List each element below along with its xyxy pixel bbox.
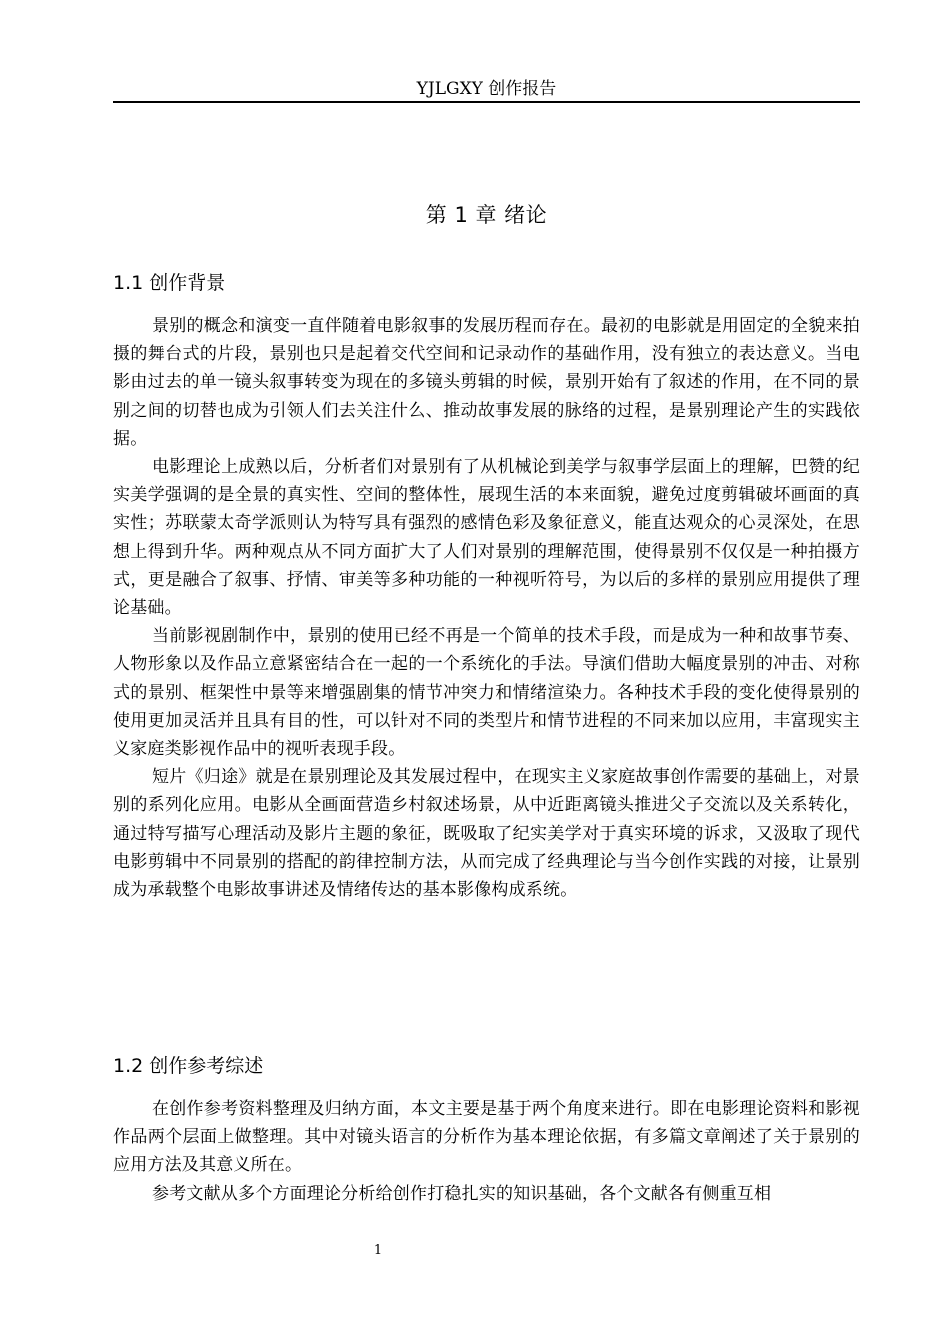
section-body-1-2 — [113, 1095, 860, 1208]
running-header: YJLGXY 创作报告 — [416, 79, 557, 99]
header-rule — [113, 101, 860, 103]
paragraph: 当前影视剧制作中，景别的使用已经不再是一个简单的技术手段，而是成为一种和故事节奏、人物形象以及作品立意紧密结合在一起的一个系统化的手法。导演们借助大幅度景别的冲击、对称式的景别、框架性中景等来增强剧集的情节冲突力和情绪渲染力。各种技术手段的变化使得景别的使用更加灵活并且具有目的性，可以针对不同的类型片和情节进程的不同来加以应用，丰富现实主义家庭类影视作品中的视听表现手段。 — [113, 626, 860, 760]
paragraph: 参考文献从多个方面理论分析给创作打稳扎实的知识基础，各个文献各有侧重互相 — [152, 1183, 772, 1204]
section-heading-1-2: 1.2 创作参考综述 — [113, 1055, 264, 1077]
chapter-title: 第 1 章 绪论 — [425, 203, 548, 227]
paragraph: 电影理论上成熟以后，分析者们对景别有了从机械论到美学与叙事学层面上的理解，巴赞的纪实美学强调的是全景的真实性、空间的整体性，展现生活的本来面貌，避免过度剪辑破坏画面的真实性；苏联蒙太奇学派则认为特写具有强烈的感情色彩及象征意义，能直达观众的心灵深处，在思想上得到升华。两种观点从不同方面扩大了人们对景别的理解范围，使得景别不仅仅是一种拍摄方式，更是融合了叙事、抒情、审美等多种功能的一种视听符号，为以后的多样的景别应用提供了理论基础。 — [113, 457, 860, 619]
paragraph: 短片《归途》就是在景别理论及其发展过程中，在现实主义家庭故事创作需要的基础上，对景别的系列化应用。电影从全画面营造乡村叙述场景，从中近距离镜头推进父子交流以及关系转化，通过特写描写心理活动及影片主题的象征，既吸取了纪实美学对于真实环境的诉求，又汲取了现代电影剪辑中不同景别的搭配的韵律控制方法，从而完成了经典理论与当今创作实践的对接，让景别成为承载整个电影故事讲述及情绪传达的基本影像构成系统。 — [113, 767, 860, 901]
paragraph: 景别的概念和演变一直伴随着电影叙事的发展历程而存在。最初的电影就是用固定的全貌来拍摄的舞台式的片段，景别也只是起着交代空间和记录动作的基础作用，没有独立的表达意义。当电影由过去的单一镜头叙事转变为现在的多镜头剪辑的时候，景别开始有了叙述的作用，在不同的景别之间的切替也成为引领人们去关注什么、推动故事发展的脉络的过程，是景别理论产生的实践依据。 — [113, 316, 860, 449]
section-body-1-1 — [113, 312, 860, 904]
page-number: 1 — [373, 1243, 383, 1258]
paragraph: 在创作参考资料整理及归纳方面，本文主要是基于两个角度来进行。即在电影理论资料和影视作品两个层面上做整理。其中对镜头语言的分析作为基本理论依据，有多篇文章阐述了关于景别的应用方法及其意义所在。 — [113, 1099, 860, 1176]
section-heading-1-1: 1.1 创作背景 — [113, 272, 226, 294]
